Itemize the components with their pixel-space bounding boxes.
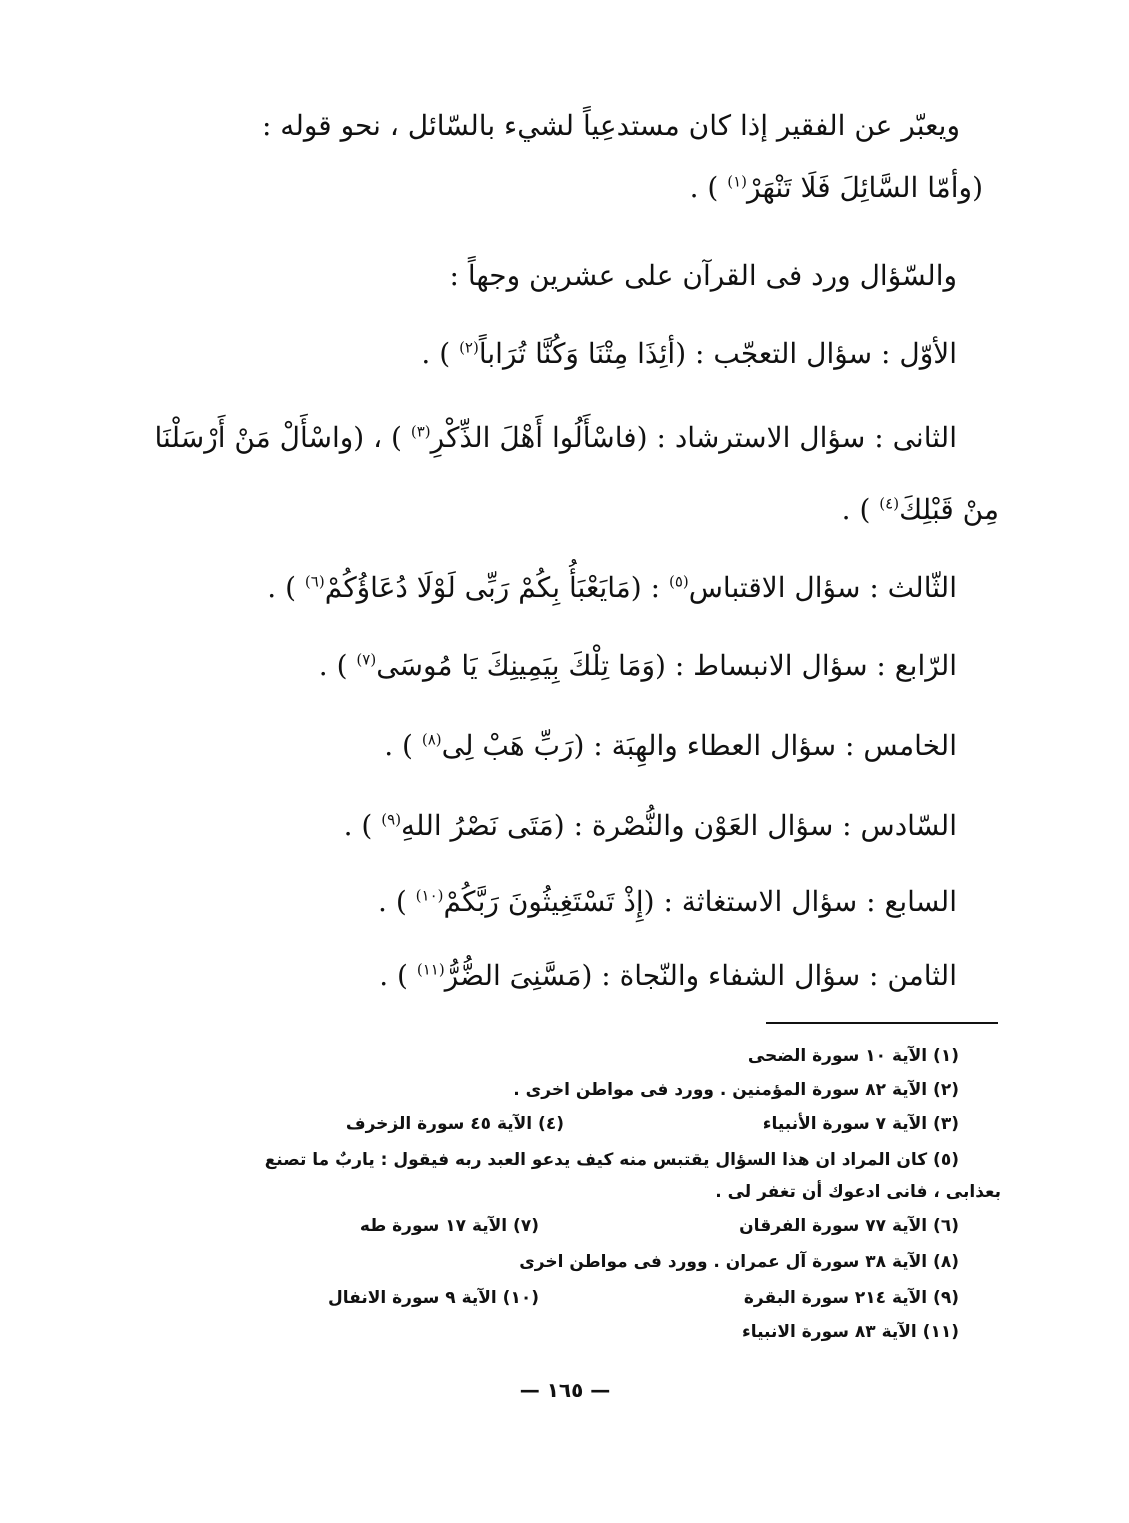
first-item: الأوّل : سؤال التعجّب : (أئِذَا مِتْنَا وَكُنَّا تُرَاباً [478,337,957,370]
footnote-ref: (٧) [356,650,377,669]
sixth-item: السّادس : سؤال العَوْن والنُّصْرة : (مَتَى نَصْرُ اللهِ [401,809,957,842]
quote-close: ) . [318,649,348,682]
footnote-11: (١١) الآية ٨٣ سورة الانبياء [742,1322,959,1342]
footnote-ref: (٣) [410,422,431,441]
second-item-b: ) ، (واسْأَلْ مَنْ أَرْسَلْنَا [154,421,402,454]
quote-close: ) . [379,959,408,992]
body-line-fifth [384,728,957,764]
footnote-ref: (١) [727,172,748,191]
body-line-first [421,336,957,372]
fourth-item: الرّابع : سؤال الانبساط : (وَمَا تِلْكَ بِيَمِينِكَ يَا مُوسَى [376,649,957,682]
body-line-1 [262,108,960,144]
body-line-3 [450,258,957,294]
quran-quote: (وأمّا السَّائِلَ فَلَا تَنْهَرْ [747,171,983,204]
second-item-c: مِنْ قَبْلِكَ [899,493,999,526]
footnote-6: (٦) الآية ٧٧ سورة الفرقان [739,1216,959,1236]
fifth-item: الخامس : سؤال العطاء والهِبَة : (رَبِّ هَبْ لِى [441,729,957,762]
footnote-7: (٧) الآية ١٧ سورة طه [359,1216,539,1236]
quote-close: ) . [267,571,296,604]
footnote-ref: (٨) [421,730,442,749]
body-line-2 [690,170,983,206]
page-number: — ١٦٥ — [519,1378,611,1402]
body-line-second-1 [155,420,958,456]
footnote-1: (١) الآية ١٠ سورة الضحى [747,1046,959,1066]
body-line-seventh [378,884,957,920]
footnote-ref: (١٠) [415,886,444,905]
footnote-2: (٢) الآية ٨٢ سورة المؤمنين . وورد فى مواطن اخرى . [513,1080,959,1100]
quote-close: ) . [421,337,451,370]
third-item-b: : (مَايَعْبَأُ بِكُمْ رَبِّى لَوْلَا دُعَاؤُكُمْ [324,571,661,604]
body-line-fourth [319,648,957,684]
body-line-sixth [344,808,957,844]
second-item-a: الثانى : سؤال الاسترشاد : (فاسْأَلُوا أَهْلَ الذِّكْرِ [430,421,957,454]
footnote-3: (٣) الآية ٧ سورة الأنبياء [762,1114,959,1134]
footnote-5-line-1: (٥) كان المراد ان هذا السؤال يقتبس منه كيف يدعو العبد ربه فيقول : ياربٌ ما تصنع [264,1150,959,1170]
quote-close: ) . [343,809,373,842]
footnote-divider [766,1022,998,1024]
footnote-5-line-2: بعذابى ، فانى ادعوك أن تغفر لى . [715,1182,1001,1202]
footnote-9: (٩) الآية ٢١٤ سورة البقرة [743,1288,959,1308]
footnote-ref: (٢) [459,338,479,357]
body-line-second-2 [842,492,999,528]
para2: والسّؤال ورد فى القرآن على عشرين وجهاً : [449,259,957,292]
para1-line1: ويعبّر عن الفقير إذا كان مستدعِياً لشيء بالسّائل ، نحو قوله : [261,109,960,142]
eighth-item: الثامن : سؤال الشفاء والنّجاة : (مَسَّنِىَ الضُّرُّ [444,959,957,992]
footnote-4: (٤) الآية ٤٥ سورة الزخرف [345,1114,564,1134]
footnote-10: (١٠) الآية ٩ سورة الانفال [327,1288,539,1308]
body-line-eighth [379,958,957,994]
footnote-ref: (٦) [304,572,325,591]
footnote-ref: (٥) [668,572,689,591]
body-line-third [267,570,957,606]
seventh-item: السابع : سؤال الاستغاثة : (إِذْ تَسْتَغِيثُونَ رَبَّكُمْ [443,885,957,918]
third-item-a: الثّالث : سؤال الاقتباس [688,571,957,604]
quote-close: ) . [841,493,871,526]
quote-close: ) . [384,729,413,762]
footnote-8: (٨) الآية ٣٨ سورة آل عمران . وورد فى مواطن اخرى [519,1252,959,1272]
footnote-ref: (٤) [879,494,900,513]
footnote-ref: (٩) [381,810,402,829]
quote-close: ) . [378,885,407,918]
quote-close: ) . [689,171,719,204]
footnote-ref: (١١) [416,960,445,979]
